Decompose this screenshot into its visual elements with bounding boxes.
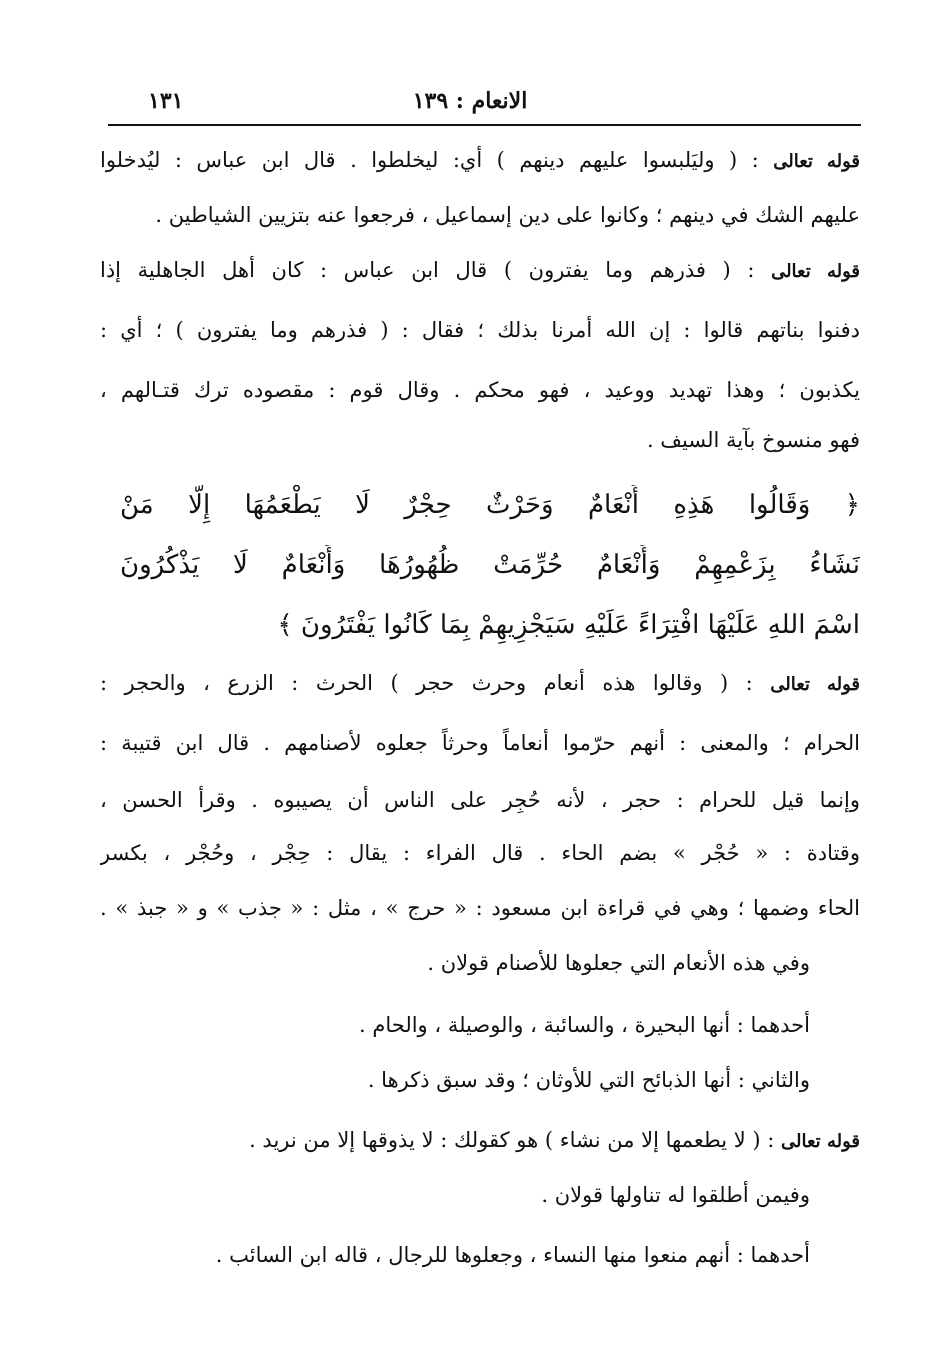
- line-text: وفي هذه الأنعام التي جعلوها للأصنام قولان .: [427, 951, 810, 975]
- page-number: ١٣١: [148, 88, 184, 114]
- verse-line: نَشَاءُ بِزَعْمِهِمْ وَأَنْعَامٌ حُرِّمَتْ ظُهُورُهَا وَأَنْعَامٌ لَا يَذْكُرُونَ: [120, 550, 860, 580]
- line-text: والثاني : أنها الذبائح التي للأوثان ؛ وقد سبق ذكرها .: [367, 1068, 810, 1092]
- line-text: وفيمن أطلقوا له تناولها قولان .: [541, 1183, 810, 1207]
- verse-line: ﴿ وَقَالُوا هَذِهِ أَنْعَامٌ وَحَرْثٌ حِجْرٌ لَا يَطْعَمُهَا إِلَّا مَنْ: [120, 490, 860, 520]
- line-text: وإنما قيل للحرام : حجر ، لأنه حُجِر على الناس أن يصيبوه . وقرأ الحسن ،: [100, 788, 860, 812]
- line-text: : ( وقالوا هذه أنعام وحرث حجر ) الحرث : الزرع ، والحجر :: [100, 671, 753, 695]
- line-text: يكذبون ؛ وهذا تهديد ووعيد ، فهو محكم . وقال قوم : مقصوده ترك قتـالهم ،: [100, 378, 860, 402]
- line-text: أحدهما : أنها البحيرة ، والسائبة ، والوصيلة ، والحام .: [359, 1013, 810, 1037]
- line-text: دفنوا بناتهم قالوا : إن الله أمرنا بذلك ؛ فقال : ( فذرهم وما يفترون ) ؛ أي :: [100, 318, 860, 342]
- text-line: [100, 1065, 810, 1095]
- text-line: [100, 1125, 860, 1157]
- text-line: [100, 838, 860, 868]
- text-line: [100, 1180, 810, 1210]
- keyword-label: قوله تعالى: [781, 1131, 860, 1152]
- text-line: [100, 785, 860, 815]
- text-line: [100, 315, 860, 345]
- text-line: [100, 375, 860, 405]
- line-text: عليهم الشك في دينهم ؛ وكانوا على دين إسماعيل ، فرجعوا عنه بتزيين الشياطين .: [155, 203, 860, 227]
- header-rule: [108, 124, 861, 126]
- text-line: [100, 255, 860, 287]
- text-line: [100, 668, 860, 700]
- text-line: [100, 728, 860, 758]
- running-header: الانعام : ١٣٩: [412, 88, 528, 114]
- line-text: : ( فذرهم وما يفترون ) قال ابن عباس : كان أهل الجاهلية إذا: [100, 258, 755, 282]
- text-line: [100, 200, 860, 230]
- verse-line: اسْمَ اللهِ عَلَيْهَا افْتِرَاءً عَلَيْهِ سَيَجْزِيهِمْ بِمَا كَانُوا يَفْتَرُونَ ﴾: [277, 610, 860, 640]
- keyword-label: قوله تعالى: [771, 261, 860, 282]
- line-text: وقتادة : « حُجْر » بضم الحاء . قال الفراء : يقال : حِجْر ، وحُجْر ، بكسر: [100, 841, 860, 865]
- line-text: أحدهما : أنهم منعوا منها النساء ، وجعلوها للرجال ، قاله ابن السائب .: [215, 1243, 810, 1267]
- keyword-label: قوله تعالى: [770, 674, 860, 695]
- line-text: الحرام ؛ والمعنى : أنهم حرّموا أنعاماً وحرثاً جعلوه لأصنامهم . قال ابن قتيبة :: [100, 731, 860, 755]
- line-text: الحاء وضمها ؛ وهي في قراءة ابن مسعود : « حرج » ، مثل : « جذب » و « جبذ » .: [100, 896, 860, 920]
- line-text: : ( وليَلبسوا عليهم دينهم ) أي: ليخلطوا . قال ابن عباس : ليُدخلوا: [100, 148, 759, 172]
- text-line: [100, 425, 860, 455]
- text-line: [100, 893, 860, 923]
- line-text: فهو منسوخ بآية السيف .: [646, 428, 860, 452]
- line-text: : ( لا يطعمها إلا من نشاء ) هو كقولك : لا يذوقها إلا من نريد .: [249, 1128, 775, 1152]
- keyword-label: قوله تعالى: [773, 151, 860, 172]
- text-line: [100, 948, 810, 978]
- text-line: [100, 1240, 810, 1270]
- text-line: [100, 145, 860, 177]
- text-line: [100, 1010, 810, 1040]
